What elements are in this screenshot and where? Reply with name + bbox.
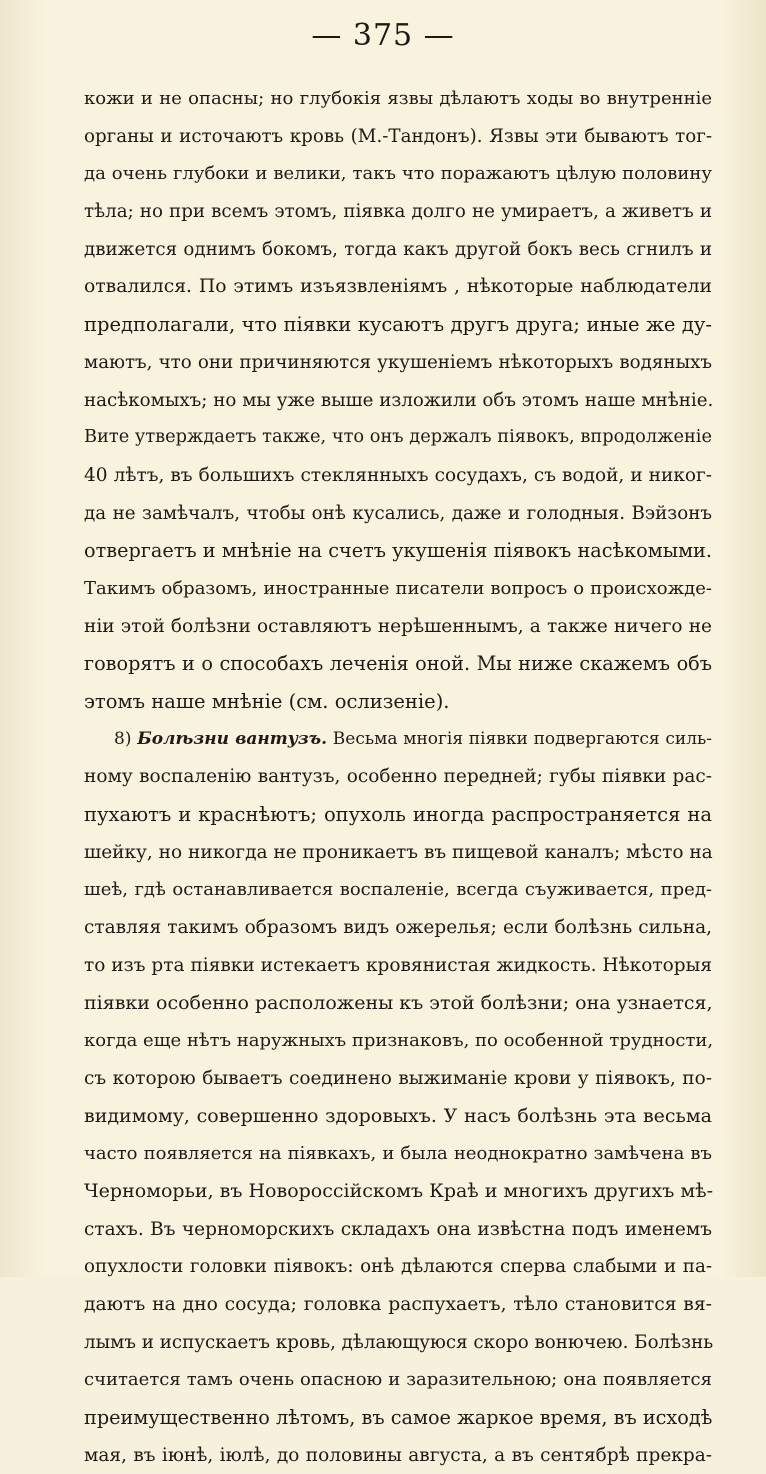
text-line: лымъ и испускаетъ кровь, дѣлающуюся скоро вонючею. Болѣзнь: [84, 1331, 714, 1353]
text-line: ставляя такимъ образомъ видъ ожерелья; если болѣзнь сильна,: [84, 917, 712, 939]
paragraph-first-line: [84, 721, 712, 759]
text-line: когда еще нѣтъ наружныхъ признаковъ, по особенной трудности,: [84, 1030, 714, 1052]
text-line: шеѣ, гдѣ останавливается воспаленіе, всегда съуживается, пред-: [84, 879, 712, 901]
text-line: піявки особенно расположены къ этой болѣзни; она узнается,: [84, 991, 713, 1014]
text-line: даютъ на дно сосуда; головка распухаетъ, тѣло становится вя-: [84, 1294, 712, 1315]
paragraph-leech-ulcers: [84, 80, 712, 721]
text-line: преимущественно лѣтомъ, въ самое жаркое время, въ исходѣ: [84, 1406, 713, 1430]
paragraph-sucker-diseases: [84, 721, 712, 1474]
text-line: маютъ, что они причиняются укушеніемъ нѣкоторыхъ водяныхъ: [84, 351, 712, 373]
text-line: пухаютъ и краснѣютъ; опухоль иногда распространяется на: [84, 803, 712, 827]
text-line: мая, въ іюнѣ, іюлѣ, до половины августа, а въ сентябрѣ прекра-: [84, 1444, 712, 1466]
text-line: да не замѣчалъ, чтобы онѣ кусались, даже и голодныя. Вэйзонъ: [84, 502, 712, 524]
text-line: часто появляется на піявкахъ, и была неоднократно замѣчена въ: [84, 1143, 712, 1165]
text-line: отвергаетъ и мнѣніе на счетъ укушенія піявокъ насѣкомыми.: [84, 539, 712, 563]
text-line: насѣкомыхъ; но мы уже выше изложили объ этомъ наше мнѣніе.: [84, 389, 714, 411]
text-line: кожи и не опасны; но глубокія язвы дѣлаютъ ходы во внутренніе: [84, 88, 712, 109]
text-line: предполагали, что піявки кусаютъ другъ друга; иные же ду-: [84, 313, 712, 337]
text-line: говорятъ и о способахъ леченія оной. Мы ниже скажемъ объ: [84, 652, 712, 676]
section-number: 8): [114, 728, 132, 749]
text-line: стахъ. Въ черноморскихъ складахъ она извѣстна подъ именемъ: [84, 1218, 712, 1240]
text-line: этомъ наше мнѣніе (см. ослизеніе).: [84, 690, 450, 713]
text-line: считается тамъ очень опасною и заразительною; она появляется: [84, 1369, 712, 1391]
text-line: органы и источаютъ кровь (М.-Тандонъ). Язвы эти бываютъ тог-: [84, 125, 712, 147]
text-line: движется однимъ бокомъ, тогда какъ другой бокъ весь сгнилъ и: [84, 238, 712, 260]
text-line: ному воспаленію вантузъ, особенно передней; губы піявки рас-: [84, 766, 712, 788]
text-line: то изъ рта піявки истекаетъ кровянистая жидкость. Нѣкоторыя: [84, 954, 712, 976]
text-line: Вите утверждаетъ также, что онъ держалъ піявокъ, впродолженіе: [84, 427, 712, 448]
text-line: ніи этой болѣзни оставляютъ нерѣшеннымъ, а также ничего не: [84, 615, 712, 637]
text-line: да очень глубоки и велики, такъ что поражаютъ цѣлую половину: [84, 163, 712, 185]
text-line: шейку, но никогда не проникаетъ въ пищевой каналъ; мѣсто на: [84, 841, 713, 863]
body-text: [84, 80, 712, 1474]
text-line: Такимъ образомъ, иностранные писатели вопросъ о происхожде-: [84, 577, 712, 599]
text-line: опухлости головки піявокъ: онѣ дѣлаются сперва слабыми и па-: [84, 1256, 712, 1278]
text-line: тѣла; но при всемъ этомъ, піявка долго не умираетъ, а живетъ и: [84, 201, 712, 223]
text-line: отвалился. По этимъ изъязвленіямъ , нѣкоторые наблюдатели: [84, 276, 712, 298]
first-line-text: Весьма многія піявки подвергаются силь-: [332, 728, 712, 749]
text-line: съ которою бываетъ соединено выжиманіе крови у піявокъ, по-: [84, 1067, 712, 1089]
text-line: видимому, совершенно здоровыхъ. У насъ болѣзнь эта весьма: [84, 1104, 712, 1127]
text-line: 40 лѣтъ, въ большихъ стеклянныхъ сосудахъ, съ водой, и никог-: [84, 464, 712, 486]
text-line: Черноморьи, въ Новороссійскомъ Краѣ и многихъ другихъ мѣ-: [84, 1179, 714, 1202]
page-number: — 375 —: [311, 18, 455, 53]
section-heading: Болѣзни вантузъ.: [137, 728, 328, 749]
